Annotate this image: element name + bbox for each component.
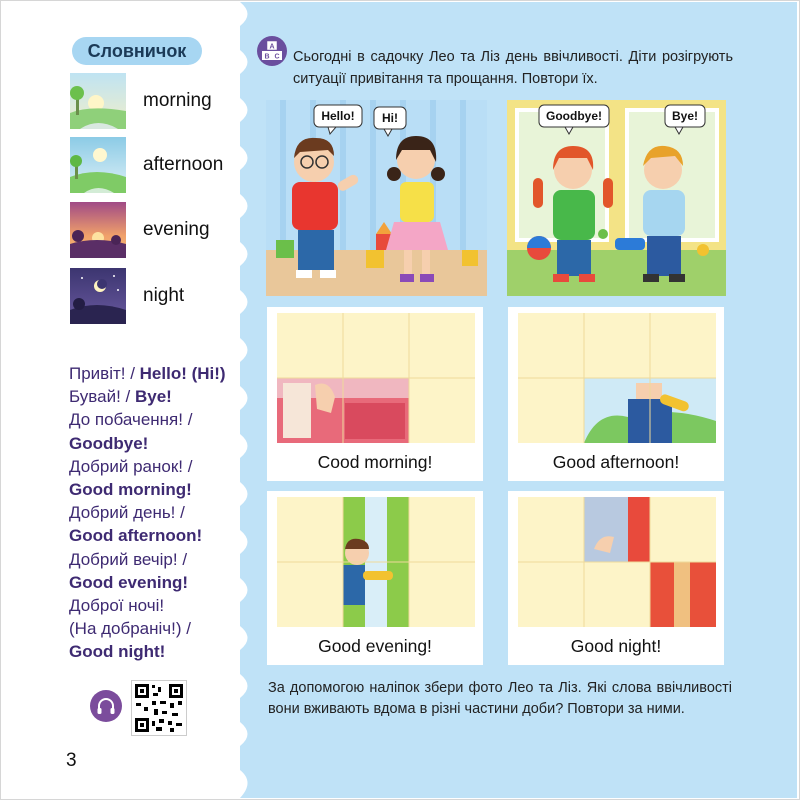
phrase-line: Good evening!	[69, 572, 188, 592]
abc-blocks-icon	[257, 36, 287, 66]
sticker-slots[interactable]	[277, 313, 475, 443]
phrase-line: Good afternoon!	[69, 526, 203, 546]
vocab-item-afternoon	[70, 137, 240, 193]
sticker-slots[interactable]	[277, 497, 475, 627]
greeting-scene	[266, 100, 487, 296]
sticker-card-evening[interactable]	[267, 491, 483, 665]
phrase-line: Goodbye!	[69, 433, 149, 453]
sticker-slots[interactable]	[518, 313, 716, 443]
svg-text:A: A	[269, 43, 275, 51]
page-number: 3	[66, 750, 77, 771]
phrase-line: Доброї ночі!	[69, 596, 165, 616]
vocab-item-night	[70, 268, 240, 324]
phrase-line: Good morning!	[69, 480, 192, 500]
sticker-slots[interactable]	[518, 497, 716, 627]
sticker-card-afternoon[interactable]	[508, 307, 724, 481]
afternoon-landscape-icon	[70, 137, 126, 193]
phrase-line: Good night!	[69, 642, 166, 662]
audio-headphones-icon[interactable]	[90, 690, 122, 722]
sticker-card-morning[interactable]	[267, 307, 483, 481]
bubble-goodbye: Goodbye!	[546, 109, 602, 123]
card-caption: Good night!	[570, 635, 662, 656]
phrase-line: (На добраніч!) /	[69, 619, 191, 639]
vocab-item-evening	[70, 202, 240, 258]
card-caption: Good evening!	[318, 635, 432, 656]
card-caption: Good afternoon!	[552, 451, 680, 472]
outro-text: За допомогою наліпок збери фото Лео та Ліз. Які слова ввічливості вони вживають вдома в різні частини доби? Повтори за ними.	[268, 680, 732, 717]
phrase-line: Добрий ранок! /	[69, 456, 193, 476]
phrase-line: Привіт! / Hello! (Hi!)	[69, 364, 226, 383]
vocab-word: night	[143, 285, 185, 306]
intro-text: Сьогодні в садочку Лео та Ліз день ввічливості. Діти розігрують ситуації привітання та прощання. Повтори їх.	[293, 49, 733, 87]
svg-text:C: C	[274, 53, 280, 61]
bubble-hello: Hello!	[321, 109, 355, 123]
qr-code[interactable]	[131, 680, 187, 736]
vocab-item-morning	[70, 73, 240, 129]
card-caption: Cood morning!	[317, 451, 433, 472]
bubble-bye: Bye!	[671, 109, 699, 123]
bubble-hi: Hi!	[382, 111, 398, 125]
vocab-word: afternoon	[143, 154, 224, 175]
phrase-line: Добрий день! /	[69, 503, 185, 523]
night-landscape-icon	[70, 268, 126, 324]
phrase-line: Бувай! / Bye!	[69, 387, 172, 407]
phrase-line: До побачення! /	[69, 410, 193, 430]
phrase-line: Добрий вечір! /	[69, 549, 188, 569]
sticker-card-night[interactable]	[508, 491, 724, 665]
morning-landscape-icon	[70, 73, 126, 129]
vocab-word: evening	[143, 219, 210, 240]
svg-text:B: B	[264, 53, 270, 61]
vocabulary-title: Словничок	[72, 37, 202, 65]
vocab-word: morning	[143, 90, 212, 111]
evening-landscape-icon	[70, 202, 126, 258]
farewell-scene	[507, 100, 726, 296]
phrase-list	[69, 362, 239, 664]
